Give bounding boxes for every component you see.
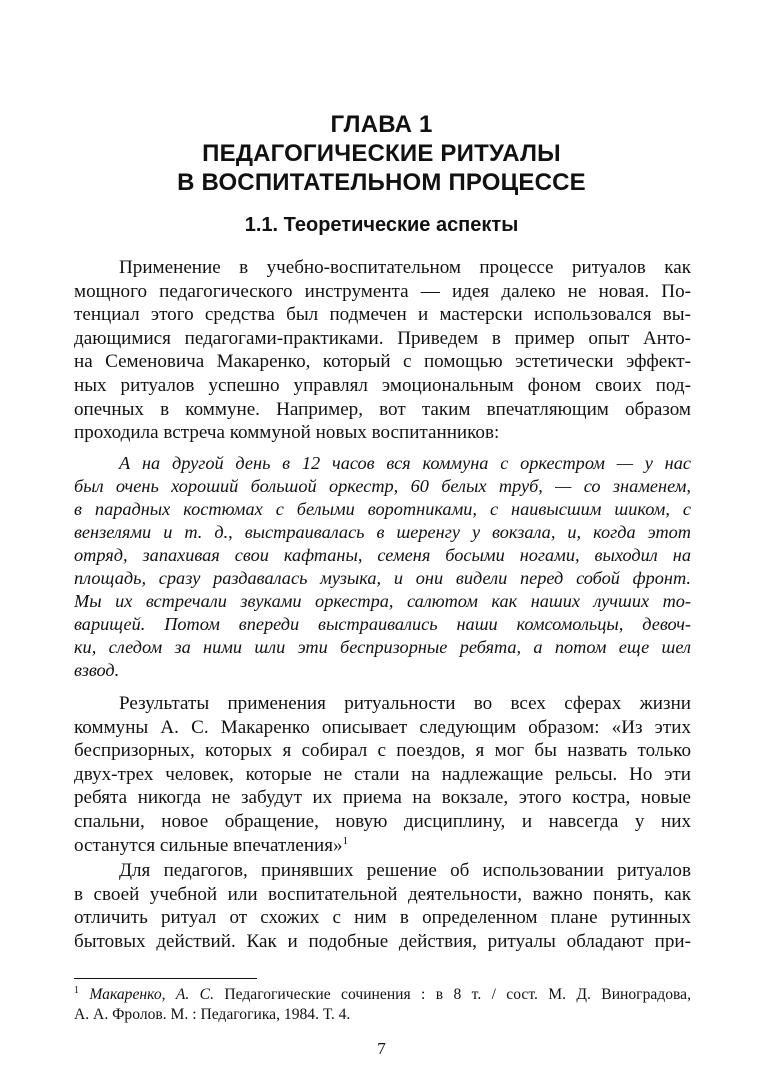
footnote-divider [74,978,257,979]
text-line: двух-трех человек, которые не стали на надлежащие рельсы. Но эти [74,763,691,785]
text-line: мощного педагогического инструмента — идея далеко не новая. По- [74,280,691,302]
paragraph-results [74,692,691,857]
text-line: спальни, новое обращение, новую дисциплину, и навсегда у них [74,810,691,832]
text-line: на Семеновича Макаренко, который с помощью эстетически эффект- [74,351,691,373]
quote-line: был очень хороший большой оркестр, 60 белых труб, — со знаменем, [74,476,691,496]
text-line: ных ритуалов успешно управлял эмоциональным фоном своих под- [74,374,691,396]
footnote-author: Макаренко, А. С. [89,986,214,1003]
text-line: коммуны А. С. Макаренко описывает следующим образом: «Из этих [74,716,691,738]
quote-line: взвод. [74,660,120,680]
text-line: дающимися педагогами-практиками. Приведем в пример опыт Анто- [74,327,691,349]
footnote [74,985,691,1025]
text-line: Для педагогов, принявших решение об использовании ритуалов [119,860,691,881]
chapter-title-line: ПЕДАГОГИЧЕСКИЕ РИТУАЛЫ [202,140,561,167]
text-line-content: останутся сильные впечатления» [74,834,343,856]
text-line [74,834,691,858]
footnote-reference[interactable]: 1 [342,834,349,847]
footnote-line: А. А. Фролов. М. : Педагогика, 1984. Т. 4. [74,1006,351,1023]
text-line: Применение в учебно-воспитательном процессе ритуалов как [119,257,691,278]
block-quote [74,452,691,682]
page-number: 7 [377,1039,386,1058]
section-title: 1.1. Теоретические аспекты [244,214,519,236]
quote-line: варищей. Потом впереди выстраивались наши комсомольцы, девоч- [74,614,691,634]
text-line: проходила встреча коммуной новых воспитанников: [74,422,500,444]
chapter-title-line: В ВОСПИТАТЕЛЬНОМ ПРОЦЕССЕ [177,169,586,196]
text-line: ребята никогда не забудут их приема на вокзале, этого костра, новые [74,787,691,809]
quote-line: Мы их встречали звуками оркестра, салютом как наших лучших то- [74,591,691,611]
text-line: Результаты применения ритуальности во всех сферах жизни [119,693,691,714]
text-line: беспризорных, которых я собирал с поездов, я мог бы назвать только [74,740,691,762]
chapter-number: ГЛАВА 1 [330,111,433,138]
quote-line: А на другой день в 12 часов вся коммуна с оркестром — у нас [119,453,691,473]
quote-line: вензелями и т. д., выстраивалась в шеренгу у вокзала, и, когда этот [74,522,691,542]
paragraph-intro [74,256,691,445]
text-line: опечных в коммуне. Например, вот таким впечатляющим образом [74,398,691,420]
text-line: бытовых действий. Как и подобные действия, ритуалы обладают при- [74,930,691,952]
quote-line: отряд, запахивая свои кафтаны, семеня босыми ногами, выходил на [74,545,691,565]
text-line: отличить ритуал от схожих с ним в определенном плане рутинных [74,907,691,929]
quote-line: ки, следом за ними шли эти беспризорные ребята, а потом еще шел [74,637,691,657]
chapter-title [70,110,693,197]
footnote-text: Педагогические сочинения : в 8 т. / сост. М. Д. Виноградова, [224,986,692,1003]
quote-line: в парадных костюмах с белыми воротниками, с наивысшим шиком, с [74,499,691,519]
text-line: тенциал этого средства был подмечен и мастерски использовался вы- [74,304,691,326]
text-line: в своей учебной или воспитательной деятельности, важно понять, как [74,883,691,905]
footnote-line [74,985,691,1005]
footnote-number: 1 [74,985,79,996]
quote-line: площадь, сразу раздавалась музыка, и они видели перед собой фронт. [74,568,691,588]
paragraph-definition [74,859,691,953]
